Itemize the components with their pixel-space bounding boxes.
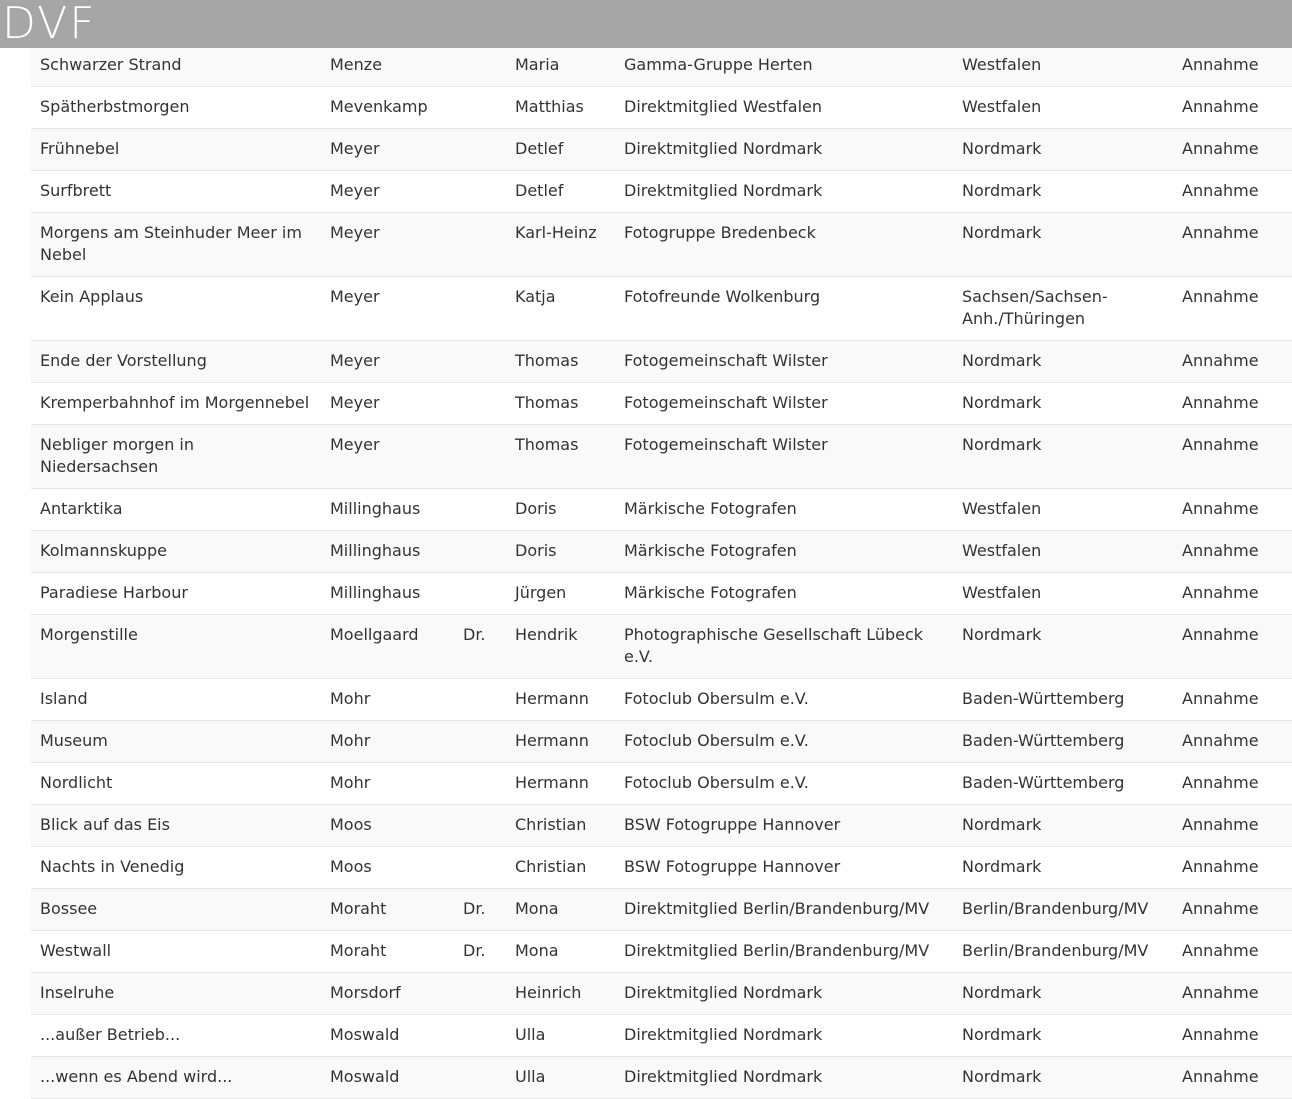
cell-surname: Millinghaus (321, 531, 454, 573)
cell-club: BSW Fotogruppe Hannover (615, 847, 953, 889)
cell-first-name: Hermann (506, 721, 615, 763)
cell-academic-title (454, 45, 506, 87)
cell-status: Annahme (1173, 383, 1292, 425)
cell-club: Gamma-Gruppe Herten (615, 45, 953, 87)
cell-first-name: Doris (506, 489, 615, 531)
table-row (31, 341, 1292, 383)
cell-first-name: Hermann (506, 679, 615, 721)
cell-status: Annahme (1173, 889, 1292, 931)
cell-region: Westfalen (953, 45, 1173, 87)
cell-first-name: Matthias (506, 87, 615, 129)
cell-title: Westwall (31, 931, 321, 973)
cell-first-name: Thomas (506, 425, 615, 489)
cell-academic-title (454, 763, 506, 805)
cell-first-name: Maria (506, 45, 615, 87)
cell-status: Annahme (1173, 341, 1292, 383)
cell-club: Fotoclub Obersulm e.V. (615, 679, 953, 721)
cell-title: Paradiese Harbour (31, 573, 321, 615)
cell-academic-title (454, 383, 506, 425)
table-row (31, 129, 1292, 171)
cell-club: Fotogruppe Bredenbeck (615, 213, 953, 277)
cell-first-name: Ulla (506, 1057, 615, 1099)
cell-title: Antarktika (31, 489, 321, 531)
cell-surname: Mohr (321, 679, 454, 721)
cell-status: Annahme (1173, 1015, 1292, 1057)
cell-surname: Moos (321, 805, 454, 847)
cell-academic-title (454, 341, 506, 383)
table-row (31, 889, 1292, 931)
cell-academic-title (454, 847, 506, 889)
cell-first-name: Christian (506, 847, 615, 889)
cell-region: Nordmark (953, 1057, 1173, 1099)
table-row (31, 573, 1292, 615)
cell-region: Nordmark (953, 847, 1173, 889)
cell-status: Annahme (1173, 805, 1292, 847)
cell-surname: Moswald (321, 1057, 454, 1099)
cell-club: Märkische Fotografen (615, 573, 953, 615)
cell-club: Fotofreunde Wolkenburg (615, 277, 953, 341)
cell-club: Fotoclub Obersulm e.V. (615, 721, 953, 763)
results-body (31, 45, 1292, 1099)
cell-region: Westfalen (953, 531, 1173, 573)
cell-academic-title (454, 1057, 506, 1099)
cell-title: Blick auf das Eis (31, 805, 321, 847)
cell-region: Nordmark (953, 973, 1173, 1015)
cell-academic-title (454, 721, 506, 763)
cell-status: Annahme (1173, 171, 1292, 213)
table-row (31, 425, 1292, 489)
cell-status: Annahme (1173, 763, 1292, 805)
cell-academic-title (454, 973, 506, 1015)
table-row (31, 973, 1292, 1015)
cell-title: ...außer Betrieb... (31, 1015, 321, 1057)
cell-surname: Meyer (321, 213, 454, 277)
cell-club: Direktmitglied Berlin/Brandenburg/MV (615, 931, 953, 973)
cell-title: ...wenn es Abend wird... (31, 1057, 321, 1099)
table-row (31, 721, 1292, 763)
cell-region: Berlin/Brandenburg/MV (953, 889, 1173, 931)
cell-title: Spätherbstmorgen (31, 87, 321, 129)
cell-first-name: Detlef (506, 171, 615, 213)
cell-surname: Moos (321, 847, 454, 889)
table-row (31, 615, 1292, 679)
cell-region: Westfalen (953, 573, 1173, 615)
cell-first-name: Thomas (506, 341, 615, 383)
cell-first-name: Jürgen (506, 573, 615, 615)
cell-first-name: Hendrik (506, 615, 615, 679)
cell-region: Nordmark (953, 1015, 1173, 1057)
cell-first-name: Katja (506, 277, 615, 341)
cell-status: Annahme (1173, 129, 1292, 171)
cell-academic-title (454, 425, 506, 489)
cell-first-name: Karl-Heinz (506, 213, 615, 277)
cell-title: Kein Applaus (31, 277, 321, 341)
cell-surname: Millinghaus (321, 489, 454, 531)
table-row (31, 171, 1292, 213)
cell-region: Nordmark (953, 805, 1173, 847)
cell-region: Westfalen (953, 489, 1173, 531)
cell-region: Sachsen/Sachsen-Anh./Thüringen (953, 277, 1173, 341)
cell-first-name: Mona (506, 931, 615, 973)
cell-surname: Menze (321, 45, 454, 87)
cell-club: Direktmitglied Nordmark (615, 973, 953, 1015)
cell-status: Annahme (1173, 277, 1292, 341)
cell-club: Direktmitglied Nordmark (615, 1057, 953, 1099)
cell-region: Nordmark (953, 213, 1173, 277)
table-row (31, 679, 1292, 721)
cell-title: Morgens am Steinhuder Meer im Nebel (31, 213, 321, 277)
table-row (31, 45, 1292, 87)
cell-academic-title (454, 87, 506, 129)
cell-club: Fotogemeinschaft Wilster (615, 341, 953, 383)
cell-surname: Mevenkamp (321, 87, 454, 129)
cell-club: Fotogemeinschaft Wilster (615, 383, 953, 425)
cell-status: Annahme (1173, 489, 1292, 531)
cell-region: Nordmark (953, 615, 1173, 679)
cell-surname: Meyer (321, 383, 454, 425)
cell-title: Museum (31, 721, 321, 763)
cell-status: Annahme (1173, 45, 1292, 87)
cell-academic-title (454, 129, 506, 171)
cell-region: Nordmark (953, 341, 1173, 383)
cell-club: Photographische Gesellschaft Lübeck e.V. (615, 615, 953, 679)
table-row (31, 213, 1292, 277)
cell-status: Annahme (1173, 847, 1292, 889)
cell-title: Island (31, 679, 321, 721)
cell-surname: Moraht (321, 889, 454, 931)
cell-surname: Meyer (321, 425, 454, 489)
cell-surname: Meyer (321, 171, 454, 213)
cell-title: Inselruhe (31, 973, 321, 1015)
cell-region: Nordmark (953, 425, 1173, 489)
cell-academic-title (454, 573, 506, 615)
cell-academic-title (454, 1015, 506, 1057)
cell-club: Fotogemeinschaft Wilster (615, 425, 953, 489)
table-row (31, 87, 1292, 129)
cell-club: BSW Fotogruppe Hannover (615, 805, 953, 847)
cell-club: Direktmitglied Westfalen (615, 87, 953, 129)
table-row (31, 1057, 1292, 1099)
cell-academic-title (454, 171, 506, 213)
cell-first-name: Thomas (506, 383, 615, 425)
cell-title: Morgenstille (31, 615, 321, 679)
cell-surname: Mohr (321, 763, 454, 805)
table-row (31, 847, 1292, 889)
cell-club: Direktmitglied Nordmark (615, 129, 953, 171)
cell-academic-title: Dr. (454, 889, 506, 931)
cell-status: Annahme (1173, 615, 1292, 679)
cell-academic-title (454, 531, 506, 573)
cell-title: Surfbrett (31, 171, 321, 213)
cell-club: Direktmitglied Nordmark (615, 171, 953, 213)
cell-surname: Mohr (321, 721, 454, 763)
cell-region: Baden-Württemberg (953, 721, 1173, 763)
dvf-logo[interactable]: DVF (2, 0, 97, 49)
cell-status: Annahme (1173, 973, 1292, 1015)
cell-status: Annahme (1173, 213, 1292, 277)
cell-surname: Moraht (321, 931, 454, 973)
cell-title: Schwarzer Strand (31, 45, 321, 87)
cell-title: Kolmannskuppe (31, 531, 321, 573)
site-header (0, 0, 1292, 48)
cell-title: Frühnebel (31, 129, 321, 171)
cell-surname: Millinghaus (321, 573, 454, 615)
cell-first-name: Detlef (506, 129, 615, 171)
cell-surname: Meyer (321, 129, 454, 171)
cell-surname: Moellgaard (321, 615, 454, 679)
cell-academic-title (454, 805, 506, 847)
cell-status: Annahme (1173, 931, 1292, 973)
cell-first-name: Hermann (506, 763, 615, 805)
cell-academic-title: Dr. (454, 931, 506, 973)
cell-first-name: Doris (506, 531, 615, 573)
cell-status: Annahme (1173, 721, 1292, 763)
cell-region: Westfalen (953, 87, 1173, 129)
cell-region: Nordmark (953, 129, 1173, 171)
cell-club: Fotoclub Obersulm e.V. (615, 763, 953, 805)
cell-title: Nordlicht (31, 763, 321, 805)
cell-region: Nordmark (953, 171, 1173, 213)
cell-first-name: Mona (506, 889, 615, 931)
cell-first-name: Ulla (506, 1015, 615, 1057)
cell-club: Märkische Fotografen (615, 489, 953, 531)
cell-surname: Meyer (321, 277, 454, 341)
cell-academic-title (454, 489, 506, 531)
cell-status: Annahme (1173, 531, 1292, 573)
cell-club: Direktmitglied Berlin/Brandenburg/MV (615, 889, 953, 931)
cell-region: Nordmark (953, 383, 1173, 425)
cell-title: Nachts in Venedig (31, 847, 321, 889)
cell-region: Berlin/Brandenburg/MV (953, 931, 1173, 973)
table-row (31, 383, 1292, 425)
cell-title: Nebliger morgen in Niedersachsen (31, 425, 321, 489)
cell-status: Annahme (1173, 573, 1292, 615)
cell-academic-title: Dr. (454, 615, 506, 679)
cell-first-name: Heinrich (506, 973, 615, 1015)
cell-title: Bossee (31, 889, 321, 931)
cell-region: Baden-Württemberg (953, 763, 1173, 805)
cell-region: Baden-Württemberg (953, 679, 1173, 721)
cell-status: Annahme (1173, 87, 1292, 129)
cell-academic-title (454, 679, 506, 721)
results-table (31, 45, 1292, 1099)
cell-title: Ende der Vorstellung (31, 341, 321, 383)
table-row (31, 763, 1292, 805)
cell-academic-title (454, 277, 506, 341)
cell-academic-title (454, 213, 506, 277)
table-row (31, 277, 1292, 341)
table-row (31, 931, 1292, 973)
cell-first-name: Christian (506, 805, 615, 847)
cell-club: Märkische Fotografen (615, 531, 953, 573)
table-row (31, 805, 1292, 847)
table-row (31, 531, 1292, 573)
cell-surname: Meyer (321, 341, 454, 383)
cell-club: Direktmitglied Nordmark (615, 1015, 953, 1057)
cell-status: Annahme (1173, 1057, 1292, 1099)
table-row (31, 1015, 1292, 1057)
cell-surname: Morsdorf (321, 973, 454, 1015)
cell-status: Annahme (1173, 425, 1292, 489)
cell-title: Kremperbahnhof im Morgennebel (31, 383, 321, 425)
cell-surname: Moswald (321, 1015, 454, 1057)
cell-status: Annahme (1173, 679, 1292, 721)
table-row (31, 489, 1292, 531)
